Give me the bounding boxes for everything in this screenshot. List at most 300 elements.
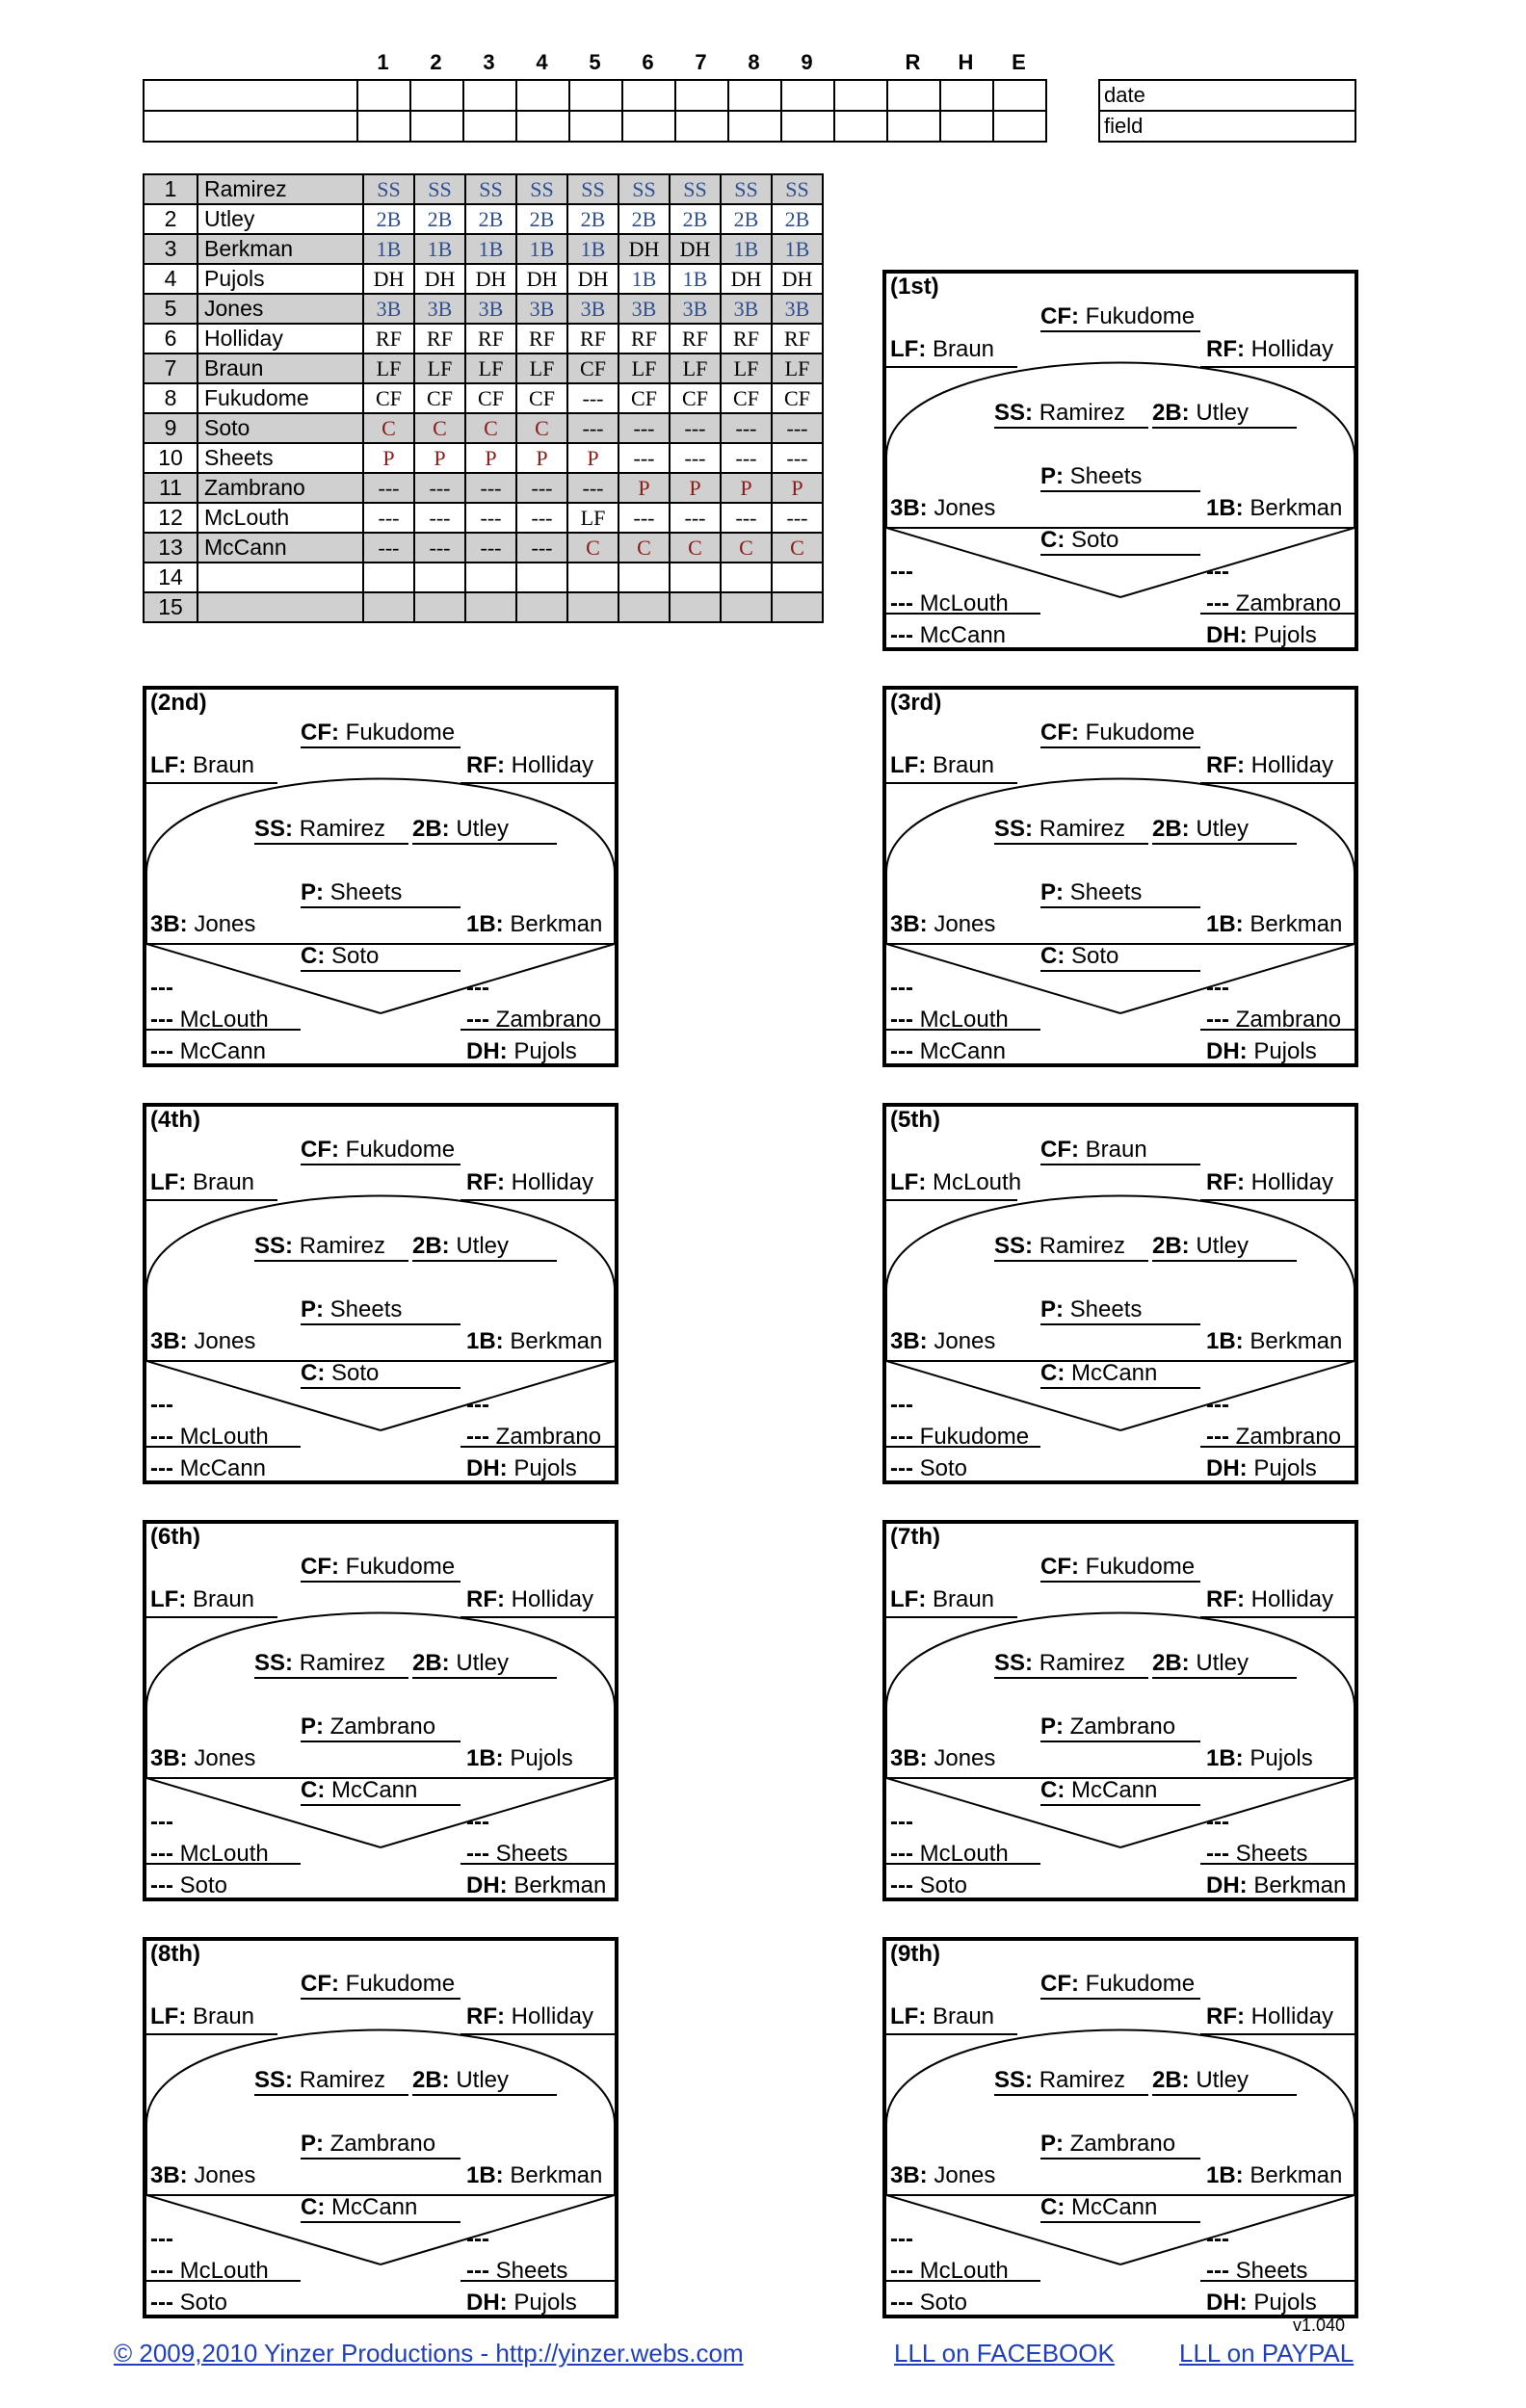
position-cell[interactable]	[670, 592, 721, 622]
position-cell[interactable]: ---	[670, 503, 721, 533]
bench-right-2[interactable]	[1206, 590, 1358, 617]
center-field[interactable]	[1040, 303, 1200, 332]
position-cell[interactable]: ---	[363, 503, 414, 533]
score-cell[interactable]	[622, 111, 675, 142]
left-field[interactable]	[890, 1586, 1025, 1613]
bench-right-2[interactable]	[1206, 1007, 1358, 1034]
position-cell[interactable]	[516, 592, 567, 622]
bench-left-1[interactable]	[150, 2226, 301, 2253]
bench-left-1[interactable]	[150, 975, 301, 1002]
player-name[interactable]: Jones	[197, 294, 363, 324]
bench-right-1[interactable]	[1206, 975, 1351, 1002]
first-base[interactable]	[466, 1328, 618, 1355]
position-cell[interactable]: ---	[772, 503, 823, 533]
position-cell[interactable]: DH	[618, 234, 670, 264]
left-field[interactable]	[150, 2003, 285, 2030]
pitcher[interactable]	[1040, 1714, 1200, 1742]
right-field[interactable]	[1206, 1169, 1358, 1196]
position-cell[interactable]: SS	[516, 174, 567, 204]
first-base[interactable]	[1206, 1328, 1358, 1355]
position-cell[interactable]: CF	[772, 383, 823, 413]
player-name[interactable]: Braun	[197, 353, 363, 383]
pitcher[interactable]	[1040, 1296, 1200, 1325]
bench-left-2[interactable]	[890, 1007, 1040, 1034]
player-name[interactable]: Zambrano	[197, 473, 363, 503]
position-cell[interactable]: P	[670, 473, 721, 503]
position-cell[interactable]: CF	[363, 383, 414, 413]
position-cell[interactable]: LF	[721, 353, 772, 383]
position-cell[interactable]	[414, 563, 465, 592]
second-base[interactable]	[412, 2067, 557, 2096]
position-cell[interactable]: CF	[721, 383, 772, 413]
score-cell[interactable]	[993, 111, 1046, 142]
bench-right-1[interactable]	[1206, 1392, 1351, 1419]
designated-hitter[interactable]	[466, 1872, 618, 1899]
position-cell[interactable]: C	[618, 533, 670, 563]
bench-right-2[interactable]	[1206, 2258, 1358, 2285]
position-cell[interactable]: 1B	[567, 234, 618, 264]
position-cell[interactable]	[670, 563, 721, 592]
catcher[interactable]	[1040, 1360, 1200, 1389]
catcher[interactable]	[301, 1777, 460, 1806]
position-cell[interactable]: DH	[670, 234, 721, 264]
designated-hitter[interactable]	[466, 1038, 618, 1065]
player-name[interactable]: Soto	[197, 413, 363, 443]
position-cell[interactable]: ---	[567, 473, 618, 503]
position-cell[interactable]: 3B	[363, 294, 414, 324]
position-cell[interactable]: 3B	[721, 294, 772, 324]
bench-left-1[interactable]	[890, 1809, 1040, 1836]
position-cell[interactable]	[618, 563, 670, 592]
position-cell[interactable]	[363, 592, 414, 622]
position-cell[interactable]: RF	[516, 324, 567, 353]
position-cell[interactable]: 1B	[772, 234, 823, 264]
position-cell[interactable]: 2B	[414, 204, 465, 234]
position-cell[interactable]: ---	[516, 533, 567, 563]
designated-hitter[interactable]	[1206, 2290, 1358, 2316]
score-cell[interactable]	[357, 111, 410, 142]
bench-left-3[interactable]	[890, 1455, 1040, 1482]
first-base[interactable]	[466, 2162, 618, 2189]
position-cell[interactable]: RF	[772, 324, 823, 353]
score-cell[interactable]	[675, 80, 728, 111]
position-cell[interactable]	[363, 563, 414, 592]
player-name[interactable]: Berkman	[197, 234, 363, 264]
shortstop[interactable]	[254, 816, 408, 845]
catcher[interactable]	[301, 2194, 460, 2223]
position-cell[interactable]: P	[363, 443, 414, 473]
position-cell[interactable]: 1B	[618, 264, 670, 294]
bench-right-2[interactable]	[466, 1841, 618, 1868]
left-field[interactable]	[150, 1586, 285, 1613]
position-cell[interactable]: DH	[516, 264, 567, 294]
designated-hitter[interactable]	[466, 2290, 618, 2316]
position-cell[interactable]: ---	[414, 533, 465, 563]
right-field[interactable]	[466, 1169, 618, 1196]
score-cell[interactable]	[569, 111, 622, 142]
bench-left-3[interactable]	[890, 1038, 1040, 1065]
bench-right-1[interactable]	[1206, 559, 1351, 586]
right-field[interactable]	[466, 2003, 618, 2030]
position-cell[interactable]: DH	[721, 264, 772, 294]
bench-left-3[interactable]	[150, 1038, 301, 1065]
position-cell[interactable]: 2B	[567, 204, 618, 234]
score-cell[interactable]	[569, 80, 622, 111]
second-base[interactable]	[412, 1233, 557, 1262]
position-cell[interactable]: 1B	[516, 234, 567, 264]
position-cell[interactable]: LF	[567, 503, 618, 533]
pitcher[interactable]	[301, 879, 460, 908]
center-field[interactable]	[301, 1137, 460, 1165]
position-cell[interactable]: DH	[567, 264, 618, 294]
score-cell[interactable]	[781, 111, 834, 142]
right-field[interactable]	[466, 1586, 618, 1613]
score-cell[interactable]	[993, 80, 1046, 111]
bench-right-2[interactable]	[1206, 1841, 1358, 1868]
position-cell[interactable]	[465, 563, 516, 592]
left-field[interactable]	[890, 752, 1025, 779]
pitcher[interactable]	[1040, 879, 1200, 908]
position-cell[interactable]: 3B	[516, 294, 567, 324]
position-cell[interactable]: 3B	[772, 294, 823, 324]
bench-right-1[interactable]	[1206, 2226, 1351, 2253]
bench-left-3[interactable]	[150, 1872, 301, 1899]
position-cell[interactable]: SS	[414, 174, 465, 204]
designated-hitter[interactable]	[1206, 1455, 1358, 1482]
second-base[interactable]	[1152, 400, 1297, 429]
player-name[interactable]: Holliday	[197, 324, 363, 353]
score-cell[interactable]	[516, 80, 569, 111]
position-cell[interactable]	[618, 592, 670, 622]
third-base[interactable]	[150, 1745, 301, 1772]
position-cell[interactable]: ---	[465, 473, 516, 503]
field-label[interactable]: field	[1099, 111, 1355, 142]
first-base[interactable]	[1206, 1745, 1358, 1772]
bench-right-2[interactable]	[466, 1424, 618, 1451]
position-cell[interactable]	[465, 592, 516, 622]
position-cell[interactable]: ---	[618, 503, 670, 533]
position-cell[interactable]: ---	[721, 503, 772, 533]
position-cell[interactable]: SS	[618, 174, 670, 204]
third-base[interactable]	[150, 1328, 301, 1355]
position-cell[interactable]: SS	[721, 174, 772, 204]
position-cell[interactable]: ---	[670, 413, 721, 443]
score-cell[interactable]	[675, 111, 728, 142]
second-base[interactable]	[1152, 1233, 1297, 1262]
position-cell[interactable]	[567, 563, 618, 592]
bench-left-1[interactable]	[890, 1392, 1040, 1419]
pitcher[interactable]	[1040, 2131, 1200, 2159]
center-field[interactable]	[1040, 1137, 1200, 1165]
pitcher[interactable]	[301, 1714, 460, 1742]
catcher[interactable]	[1040, 1777, 1200, 1806]
center-field[interactable]	[1040, 720, 1200, 748]
right-field[interactable]	[1206, 336, 1358, 363]
position-cell[interactable]: RF	[567, 324, 618, 353]
score-cell[interactable]	[940, 111, 993, 142]
catcher[interactable]	[301, 943, 460, 972]
player-name[interactable]	[197, 592, 363, 622]
bench-left-2[interactable]	[150, 1007, 301, 1034]
bench-left-1[interactable]	[890, 975, 1040, 1002]
score-cell[interactable]	[622, 80, 675, 111]
position-cell[interactable]	[414, 592, 465, 622]
score-cell[interactable]	[781, 80, 834, 111]
player-name[interactable]	[197, 563, 363, 592]
position-cell[interactable]: ---	[618, 413, 670, 443]
third-base[interactable]	[890, 1745, 1040, 1772]
third-base[interactable]	[890, 2162, 1040, 2189]
catcher[interactable]	[1040, 2194, 1200, 2223]
bench-left-2[interactable]	[150, 1424, 301, 1451]
score-cell[interactable]	[516, 111, 569, 142]
score-cell[interactable]	[463, 111, 516, 142]
facebook-link[interactable]: LLL on FACEBOOK	[894, 2339, 1115, 2368]
bench-left-3[interactable]	[890, 2290, 1040, 2316]
center-field[interactable]	[1040, 1554, 1200, 1583]
position-cell[interactable]: RF	[721, 324, 772, 353]
position-cell[interactable]: P	[567, 443, 618, 473]
position-cell[interactable]: DH	[363, 264, 414, 294]
first-base[interactable]	[1206, 911, 1358, 938]
position-cell[interactable]: SS	[670, 174, 721, 204]
position-cell[interactable]: 1B	[414, 234, 465, 264]
position-cell[interactable]: SS	[772, 174, 823, 204]
position-cell[interactable]: ---	[465, 503, 516, 533]
position-cell[interactable]: C	[772, 533, 823, 563]
center-field[interactable]	[1040, 1971, 1200, 2000]
position-cell[interactable]: P	[618, 473, 670, 503]
right-field[interactable]	[466, 752, 618, 779]
position-cell[interactable]: P	[721, 473, 772, 503]
bench-left-2[interactable]	[890, 2258, 1040, 2285]
position-cell[interactable]: 1B	[363, 234, 414, 264]
catcher[interactable]	[1040, 943, 1200, 972]
position-cell[interactable]: 1B	[465, 234, 516, 264]
team-name-cell[interactable]	[144, 80, 357, 111]
bench-left-3[interactable]	[150, 2290, 301, 2316]
bench-left-2[interactable]	[890, 1841, 1040, 1868]
bench-left-3[interactable]	[890, 1872, 1040, 1899]
position-cell[interactable]: RF	[465, 324, 516, 353]
position-cell[interactable]: 3B	[465, 294, 516, 324]
bench-left-1[interactable]	[150, 1392, 301, 1419]
bench-right-1[interactable]	[466, 2226, 611, 2253]
bench-left-1[interactable]	[890, 2226, 1040, 2253]
position-cell[interactable]: 3B	[670, 294, 721, 324]
bench-left-2[interactable]	[150, 1841, 301, 1868]
copyright-link[interactable]: © 2009,2010 Yinzer Productions - http://yinzer.webs.com	[114, 2339, 744, 2368]
position-cell[interactable]: CF	[465, 383, 516, 413]
bench-right-2[interactable]	[466, 1007, 618, 1034]
catcher[interactable]	[1040, 527, 1200, 556]
position-cell[interactable]: P	[772, 473, 823, 503]
score-cell[interactable]	[887, 111, 940, 142]
second-base[interactable]	[412, 816, 557, 845]
position-cell[interactable]: ---	[465, 533, 516, 563]
position-cell[interactable]	[721, 592, 772, 622]
second-base[interactable]	[412, 1650, 557, 1679]
position-cell[interactable]: ---	[721, 443, 772, 473]
bench-right-1[interactable]	[466, 1809, 611, 1836]
bench-left-1[interactable]	[890, 559, 1040, 586]
position-cell[interactable]: C	[414, 413, 465, 443]
position-cell[interactable]: P	[516, 443, 567, 473]
position-cell[interactable]: SS	[465, 174, 516, 204]
position-cell[interactable]: C	[721, 533, 772, 563]
third-base[interactable]	[150, 2162, 301, 2189]
catcher[interactable]	[301, 1360, 460, 1389]
position-cell[interactable]	[772, 563, 823, 592]
date-label[interactable]: date	[1099, 80, 1355, 111]
position-cell[interactable]: C	[670, 533, 721, 563]
left-field[interactable]	[890, 336, 1025, 363]
right-field[interactable]	[1206, 2003, 1358, 2030]
bench-left-2[interactable]	[890, 1424, 1040, 1451]
position-cell[interactable]: C	[516, 413, 567, 443]
position-cell[interactable]: DH	[772, 264, 823, 294]
center-field[interactable]	[301, 720, 460, 748]
position-cell[interactable]: LF	[516, 353, 567, 383]
position-cell[interactable]: 2B	[618, 204, 670, 234]
position-cell[interactable]	[567, 592, 618, 622]
shortstop[interactable]	[254, 1650, 408, 1679]
pitcher[interactable]	[301, 1296, 460, 1325]
position-cell[interactable]: 2B	[516, 204, 567, 234]
second-base[interactable]	[1152, 1650, 1297, 1679]
player-name[interactable]: Utley	[197, 204, 363, 234]
position-cell[interactable]: DH	[465, 264, 516, 294]
position-cell[interactable]: CF	[670, 383, 721, 413]
pitcher[interactable]	[301, 2131, 460, 2159]
position-cell[interactable]: 2B	[670, 204, 721, 234]
shortstop[interactable]	[994, 1650, 1148, 1679]
position-cell[interactable]: CF	[516, 383, 567, 413]
position-cell[interactable]	[721, 563, 772, 592]
first-base[interactable]	[1206, 2162, 1358, 2189]
pitcher[interactable]	[1040, 463, 1200, 492]
position-cell[interactable]: SS	[363, 174, 414, 204]
position-cell[interactable]: 3B	[618, 294, 670, 324]
position-cell[interactable]: RF	[363, 324, 414, 353]
designated-hitter[interactable]	[1206, 1038, 1358, 1065]
position-cell[interactable]: ---	[363, 473, 414, 503]
bench-right-2[interactable]	[466, 2258, 618, 2285]
position-cell[interactable]: RF	[670, 324, 721, 353]
first-base[interactable]	[1206, 495, 1358, 522]
position-cell[interactable]: DH	[414, 264, 465, 294]
designated-hitter[interactable]	[1206, 1872, 1358, 1899]
position-cell[interactable]: LF	[363, 353, 414, 383]
position-cell[interactable]: CF	[567, 353, 618, 383]
score-cell[interactable]	[940, 80, 993, 111]
position-cell[interactable]: LF	[465, 353, 516, 383]
position-cell[interactable]: ---	[772, 443, 823, 473]
score-cell[interactable]	[357, 80, 410, 111]
third-base[interactable]	[150, 911, 301, 938]
position-cell[interactable]: RF	[618, 324, 670, 353]
position-cell[interactable]	[516, 563, 567, 592]
center-field[interactable]	[301, 1554, 460, 1583]
paypal-link[interactable]: LLL on PAYPAL	[1179, 2339, 1355, 2368]
bench-left-2[interactable]	[150, 2258, 301, 2285]
score-cell[interactable]	[728, 80, 781, 111]
position-cell[interactable]: 2B	[721, 204, 772, 234]
position-cell[interactable]: 3B	[567, 294, 618, 324]
player-name[interactable]: Pujols	[197, 264, 363, 294]
left-field[interactable]	[150, 1169, 285, 1196]
first-base[interactable]	[466, 911, 618, 938]
player-name[interactable]: Sheets	[197, 443, 363, 473]
position-cell[interactable]: P	[414, 443, 465, 473]
position-cell[interactable]: ---	[414, 473, 465, 503]
shortstop[interactable]	[254, 1233, 408, 1262]
bench-left-2[interactable]	[890, 590, 1040, 617]
score-cell[interactable]	[834, 111, 887, 142]
position-cell[interactable]: C	[567, 533, 618, 563]
position-cell[interactable]: ---	[721, 413, 772, 443]
shortstop[interactable]	[994, 1233, 1148, 1262]
score-cell[interactable]	[834, 80, 887, 111]
third-base[interactable]	[890, 1328, 1040, 1355]
position-cell[interactable]: LF	[670, 353, 721, 383]
position-cell[interactable]: ---	[363, 533, 414, 563]
third-base[interactable]	[890, 911, 1040, 938]
position-cell[interactable]: SS	[567, 174, 618, 204]
position-cell[interactable]: LF	[414, 353, 465, 383]
position-cell[interactable]	[772, 592, 823, 622]
position-cell[interactable]: CF	[414, 383, 465, 413]
bench-right-1[interactable]	[466, 975, 611, 1002]
right-field[interactable]	[1206, 1586, 1358, 1613]
center-field[interactable]	[301, 1971, 460, 2000]
position-cell[interactable]: 2B	[363, 204, 414, 234]
bench-left-1[interactable]	[150, 1809, 301, 1836]
score-cell[interactable]	[410, 111, 463, 142]
position-cell[interactable]: ---	[772, 413, 823, 443]
left-field[interactable]	[150, 752, 285, 779]
score-cell[interactable]	[887, 80, 940, 111]
shortstop[interactable]	[994, 400, 1148, 429]
bench-left-3[interactable]	[150, 1455, 301, 1482]
position-cell[interactable]: ---	[414, 503, 465, 533]
position-cell[interactable]: C	[465, 413, 516, 443]
position-cell[interactable]: 1B	[721, 234, 772, 264]
position-cell[interactable]: ---	[670, 443, 721, 473]
player-name[interactable]: McCann	[197, 533, 363, 563]
shortstop[interactable]	[994, 2067, 1148, 2096]
position-cell[interactable]: CF	[618, 383, 670, 413]
position-cell[interactable]: ---	[516, 503, 567, 533]
position-cell[interactable]: LF	[618, 353, 670, 383]
position-cell[interactable]: 3B	[414, 294, 465, 324]
position-cell[interactable]: ---	[516, 473, 567, 503]
position-cell[interactable]: ---	[567, 413, 618, 443]
position-cell[interactable]: 2B	[465, 204, 516, 234]
position-cell[interactable]: 1B	[670, 264, 721, 294]
player-name[interactable]: Fukudome	[197, 383, 363, 413]
position-cell[interactable]: LF	[772, 353, 823, 383]
first-base[interactable]	[466, 1745, 618, 1772]
team-name-cell[interactable]	[144, 111, 357, 142]
left-field[interactable]	[890, 2003, 1025, 2030]
position-cell[interactable]: 2B	[772, 204, 823, 234]
score-cell[interactable]	[463, 80, 516, 111]
position-cell[interactable]: P	[465, 443, 516, 473]
left-field[interactable]	[890, 1169, 1025, 1196]
score-cell[interactable]	[410, 80, 463, 111]
bench-left-3[interactable]	[890, 622, 1040, 649]
